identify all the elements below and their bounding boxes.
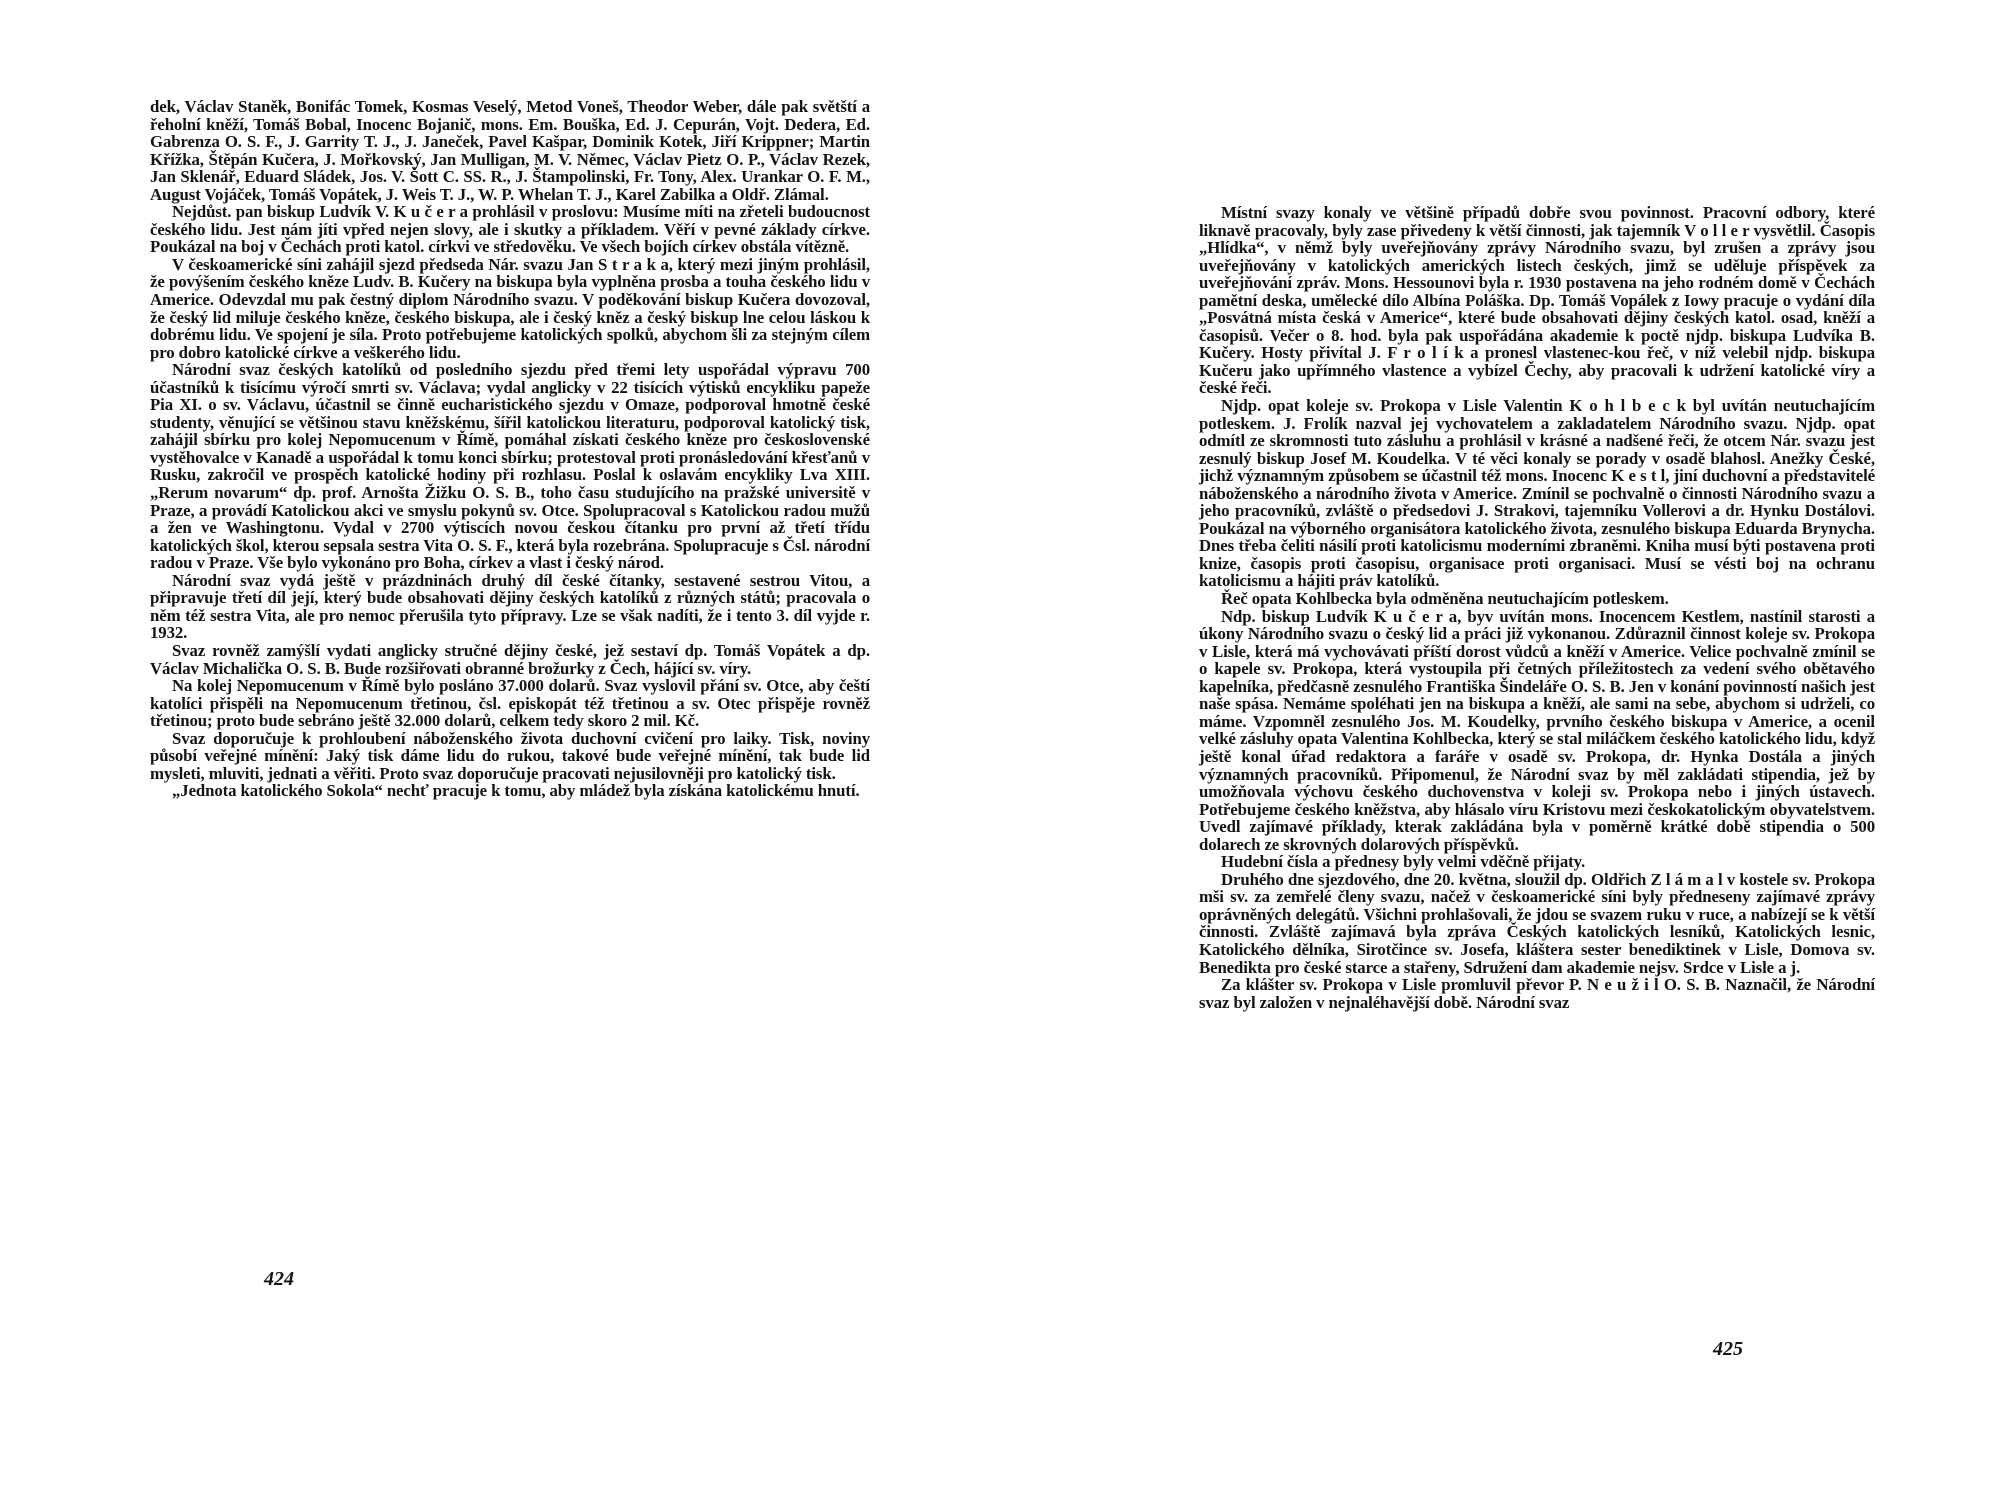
left-paragraph: V českoamerické síni zahájil sjezd předseda Nár. svazu Jan S t r a k a, který mezi jiným prohlásil, že povýšením českého kněze Ludv. B. Kučery na biskupa byla vyplněna prosba a touha českého lidu v Americe. Odevzdal mu pak čestný diplom Národního svazu. V poděkování biskup Kučera dovozoval, že český lid miluje českého kněze, českého biskupa, ale i český kněz a český biskup lne celou láskou k dobrému lidu. Ve spojení je síla. Proto potřebujeme katolických spolků, abychom šli za stejným cílem pro dobro katolické církve a veškerého lidu. — [150, 254, 870, 362]
left-paragraph: Svaz doporučuje k prohloubení náboženského života duchovní cvičení pro laiky. Tisk, noviny působí veřejné mínění: Jaký tisk dáme lidu do rukou, takové bude veřejné mínění, tak bude lid mysleti, mluviti, jednati a věřiti. Proto svaz doporučuje pracovati nejusilovněji pro katolický tisk. — [150, 728, 870, 783]
right-paragraph: Za klášter sv. Prokopa v Lisle promluvil převor P. N e u ž i l O. S. B. Naznačil, že Národní svaz byl založen v nejnaléhavější době. Národní svaz — [1199, 975, 1875, 1012]
page-number-left: 424 — [264, 1268, 294, 1290]
left-paragraph: dek, Václav Staněk, Bonifác Tomek, Kosmas Veselý, Metod Voneš, Theodor Weber, dále pak světští a řeholní kněží, Tomáš Bobal, Inocenc Bojanič, mons. Em. Bouška, Ed. J. Cepurán, Vojt. Dedera, Ed. Gabrenza O. S. F., J. Garrity T. J., J. Janeček, Pavel Kašpar, Dominik Kotek, Jiří Krippner; Martin Křížka, Štěpán Kučera, J. Mořkovský, Jan Mulligan, M. V. Němec, Václav Pietz O. P., Václav Rezek, Jan Sklenář, Eduard Sládek, Jos. V. Šott C. SS. R., J. Štampolinski, Fr. Tony, Alex. Urankar O. F. M., August Vojáček, Tomáš Vopátek, J. Weis T. J., W. P. Whelan T. J., Karel Zabilka a Oldř. Zlámal. — [150, 97, 870, 204]
right-paragraph: Místní svazy konaly ve většině případů dobře svou povinnost. Pracovní odbory, které liknavě pracovaly, byly zase přivedeny k větší činnosti, jak tajemník V o l l e r vysvětlil. Časopis „Hlídka“, v němž byly uveřejňovány zprávy Národního svazu, byl zrušen a zprávy jsou uveřejňovány v katolických amerických listech českých, jimž se uděluje příspěvek za uveřejňování zpráv. Mons. Hessounovi byla r. 1930 postavena na jeho rodném domě v Čechách pamětní deska, umělecké dílo Albína Poláška. Dp. Tomáš Vopálek z Iowy pracuje o vydání díla „Posvátná místa česká v Americe“, které bude obsahovati dějiny českých katol. osad, kněží a časopisů. Večer o 8. hod. byla pak uspořádána akademie k poctě njdp. biskupa Ludvíka B. Kučery. Hosty přivítal J. F r o l í k a pronesl vlastenec-kou řeč, v níž velebil njdp. biskupa Kučeru jako upřímného vlastence a vybízel Čechy, aby pracovali k udržení katolické víry a české řeči. — [1199, 203, 1875, 398]
left-paragraph: Nejdůst. pan biskup Ludvík V. K u č e r a prohlásil v proslovu: Musíme míti na zřeteli budoucnost českého lidu. Jest nám jíti vpřed nejen slovy, ale i skutky a příkladem. Věří v pevné základy církve. Poukázal na boj v Čechách proti katol. církvi ve středověku. Ve všech bojích církev obstála vítězně. — [150, 202, 870, 257]
left-page — [150, 98, 870, 800]
right-paragraph: Njdp. opat koleje sv. Prokopa v Lisle Valentin K o h l b e c k byl uvítán neutuchajícím potleskem. J. Frolík nazval jej vychovatelem a zakladatelem Národního svazu. Njdp. opat odmítl ze skromnosti tuto zásluhu a prohlásil v krásné a nadšené řeči, že otcem Nár. svazu jest zesnulý biskup Josef M. Koudelka. V té věci konaly se porady v osadě blahosl. Anežky České, jichž významným způsobem se účastnil též mons. Inocenc K e s t l, jiní duchovní a představitelé náboženského a národního života v Americe. Zmínil se pochvalně o činnosti Národního svazu a jeho pracovníků, zvláště o předsedovi J. Strakovi, tajemníku Vollerovi a dr. Hynku Dostálovi. Poukázal na výborného organisátora katolického života, zesnulého biskupa Eduarda Brynycha. Dnes třeba čeliti násilí proti katolicismu moderními zbraněmi. Kniha musí býti postavena proti knize, časopis proti časopisu, organisace proti organisaci. Musí se vésti boj na ochranu katolicismu a hájiti práv katolíků. — [1199, 396, 1875, 591]
right-paragraph: Druhého dne sjezdového, dne 20. května, sloužil dp. Oldřich Z l á m a l v kostele sv. Prokopa mši sv. za zemřelé členy svazu, načež v českoamerické síni byly předneseny zajímavé zprávy oprávněných delegátů. Všichni prohlašovali, že jdou se svazem ruku v ruce, a nabízejí se k větší činnosti. Zvláště zajímavá byla zpráva Českých katolických lesníků, Katolických lesnic, Katolického dělníka, Sirotčince sv. Josefa, kláštera sester benediktinek v Lisle, Domova sv. Benedikta pro české starce a stařeny, Sdružení dam akademie nejsv. Srdce v Lisle a j. — [1199, 869, 1875, 977]
right-paragraph: Ndp. biskup Ludvík K u č e r a, byv uvítán mons. Inocencem Kestlem, nastínil starosti a úkony Národního svazu o český lid a práci již vykonanou. Zdůraznil činnost koleje sv. Prokopa v Lisle, která má vychovávati příští dorost vůdců a kněží v Americe. Velice pochvalně zmínil se o kapele sv. Prokopa, která vystoupila při četných příležitostech za vedení svého obětavého kapelníka, předčasně zesnulého Františka Šindeláře O. S. B. Jen v konání povinností našich jest naše spása. Nemáme spoléhati jen na biskupa a kněží, ale sami na sebe, abychom si udrželi, co máme. Vzpomněl zesnulého Jos. M. Koudelky, prvního českého biskupa v Americe, a ocenil velké zásluhy opata Valentina Kohlbecka, který se stal miláčkem českého katolického lidu, když ještě konal úřad redaktora a faráře v osadě sv. Prokopa, dr. Hynka Dostála a jiných významných pracovníků. Připomenul, že Národní svaz by měl zakládati stipendia, jež by umožňovala výchovu českého duchovenstva v koleji sv. Prokopa nebo i jiných ústavech. Potřebujeme českého kněžstva, aby hlásalo víru Kristovu mezi českokatolickým obyvatelstvem. Uvedl zajímavé příklady, kterak zakládána byla v poměrně krátké době stipendia o 500 dolarech ze skrovných dolarových příspěvků. — [1199, 606, 1875, 854]
page-number-right: 425 — [1713, 1338, 1743, 1360]
right-paragraph: Hudební čísla a přednesy byly velmi vděčně přijaty. — [1221, 852, 1586, 872]
right-paragraph: Řeč opata Kohlbecka byla odměněna neutuchajícím potleskem. — [1221, 589, 1669, 609]
left-paragraph: „Jednota katolického Sokola“ nechť pracuje k tomu, aby mládež byla získána katolickému hnutí. — [172, 781, 860, 801]
left-paragraph: Na kolej Nepomucenum v Římě bylo posláno 37.000 dolarů. Svaz vyslovil přání sv. Otce, aby čeští katolíci přispěli na Nepomucenum třetinou, čsl. episkopát též třetinou a sv. Otec přispěje rovněž třetinou; proto bude sebráno ještě 32.000 dolarů, celkem tedy skoro 2 mil. Kč. — [150, 676, 870, 731]
right-page — [1199, 204, 1875, 1011]
left-paragraph: Svaz rovněž zamýšlí vydati anglicky stručné dějiny české, jež sestaví dp. Tomáš Vopátek a dp. Václav Michalička O. S. B. Bude rozšiřovati obranné brožurky z Čech, hájící sv. víry. — [150, 640, 870, 678]
left-paragraph: Národní svaz českých katolíků od posledního sjezdu před třemi lety uspořádal výpravu 700 účastníků k tisícímu výročí smrti sv. Václava; vydal anglicky v 22 tisících výtisků encykliku papeže Pia XI. o sv. Václavu, účastnil se činně eucharistického sjezdu v Omaze, podporoval hmotně české studenty, věnující se většinou stavu kněžskému, šířil katolickou literaturu, podporoval katolický tisk, zahájil sbírku pro kolej Nepomucenum v Římě, pomáhal získati českého kněze pro československé vystěhovalce v Kanadě a uspořádal k tomu konci sbírku; protestoval proti pronásledování křesťanů v Rusku, zakročil ve prospěch katolické hodiny při rozhlasu. Poslal k oslavám encykliky Lva XIII. „Rerum novarum“ dp. prof. Arnošta Žižku O. S. B., toho času studujícího na pražské universitě v Praze, a provádí Katolickou akci ve smyslu pokynů sv. Otce. Spolupracoval s Katolickou radou mužů a žen ve Washingtonu. Vydal v 2700 výtiscích novou českou čítanku pro první až třetí třídu katolických škol, kterou sepsala sestra Vita O. S. F., která byla rozebrána. Spolupracuje s Čsl. národní radou v Praze. Vše bylo vykonáno pro Boha, církev a vlast i český národ. — [150, 360, 870, 573]
left-paragraph: Národní svaz vydá ještě v prázdninách druhý díl české čítanky, sestavené sestrou Vitou, a připravuje třetí díl její, který bude obsahovati dějiny českých katolíků z různých států; pracovala o něm též sestra Vita, ale pro nemoc přerušila tyto přípravy. Lze se však nadíti, že i tento 3. díl vyjde r. 1932. — [150, 570, 870, 643]
